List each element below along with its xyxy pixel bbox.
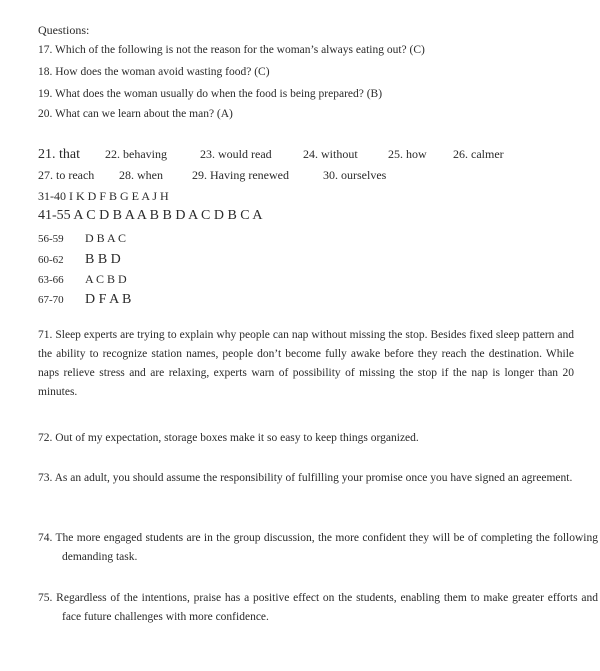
answers-56-59 [38,231,126,246]
range-67-70: 67-70 [38,294,64,306]
question-20: 20. What can we learn about the man? (A) [38,108,233,120]
answer-28: 28. when [119,168,163,182]
answers-63-66 [38,272,127,287]
range-63-66: 63-66 [38,274,64,286]
answers-27-30 [38,168,386,183]
writing-71: 71. Sleep experts are trying to explain why people can nap without missing the stop. Besides fixed sleep pattern and the ability to recognize station names, people don’t become fully awake before they reach the destination. While naps relieve stress and are relaxing, experts warn of possibility of missing the stop if the nap is longer than 20 minutes. [38,329,574,398]
answers-60-62-values: B B D [85,252,121,267]
question-18: 18. How does the woman avoid wasting food? (C) [38,66,270,78]
answers-63-66-values: A C B D [85,272,127,286]
writing-75: 75. Regardless of the intentions, praise has a positive effect on the students, enabling them to make greater efforts and face future challenges with more confidence. [38,592,598,623]
answer-24: 24. without [303,147,358,161]
answer-26: 26. calmer [453,147,504,161]
answer-23: 23. would read [200,147,272,161]
range-60-62: 60-62 [38,254,64,266]
answers-31-40: 31-40 I K D F B G E A J H [38,189,169,203]
writing-73: 73. As an adult, you should assume the responsibility of fulfilling your promise once you have signed an agreement. [38,472,573,484]
writing-72: 72. Out of my expectation, storage boxes make it so easy to keep things organized. [38,432,419,444]
question-17: 17. Which of the following is not the reason for the woman’s always eating out? (C) [38,44,425,56]
answers-67-70-values: D F A B [85,292,132,307]
writing-74: 74. The more engaged students are in the group discussion, the more confident they will be of completing the following demanding task. [38,532,598,563]
answers-60-62 [38,252,121,268]
answers-41-55: 41-55 A C D B A A B B D A C D B C A [38,208,263,223]
answer-21: 21. that [38,147,80,162]
questions-heading: Questions: [38,23,90,37]
answer-22: 22. behaving [105,147,167,161]
answer-29: 29. Having renewed [192,168,289,182]
answers-21-26 [38,147,504,163]
range-56-59: 56-59 [38,233,64,245]
answer-25: 25. how [388,147,427,161]
answer-27: 27. to reach [38,168,95,182]
answers-67-70 [38,292,131,308]
answers-56-59-values: D B A C [85,231,127,245]
question-19: 19. What does the woman usually do when the food is being prepared? (B) [38,88,383,100]
answer-30: 30. ourselves [323,168,387,182]
